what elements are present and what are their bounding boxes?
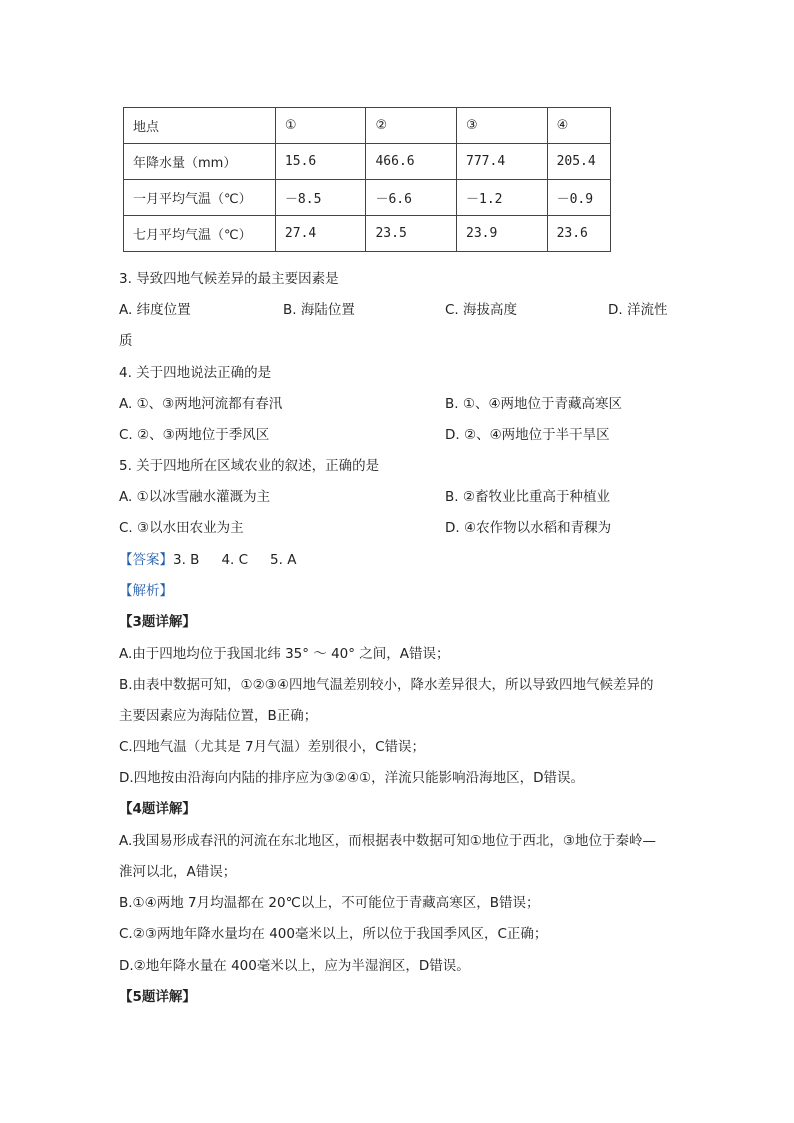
q5-option-a: A. ①以冰雪融水灌溉为主 <box>119 489 271 505</box>
q4-stem: 4. 关于四地说法正确的是 <box>119 365 272 381</box>
q4-detail-line: A.我国易形成春汛的河流在东北地区，而根据表中数据可知①地位于西北，③地位于秦岭— <box>119 833 656 849</box>
q4-option-d: D. ②、④两地位于半干旱区 <box>445 427 610 443</box>
climate-data-table <box>123 107 611 252</box>
table-cell: －0.9 <box>547 180 610 216</box>
table-cell: －1.2 <box>457 180 548 216</box>
q3-option-b: B. 海陆位置 <box>283 302 355 318</box>
table-cell: 23.6 <box>547 216 610 252</box>
q3-option-d: D. 洋流性 <box>608 302 668 318</box>
q4-detail-line: C.②③两地年降水量均在 400毫米以上，所以位于我国季风区，C正确； <box>119 926 548 942</box>
table-header-cell: ① <box>275 108 366 144</box>
q5-stem: 5. 关于四地所在区域农业的叙述，正确的是 <box>119 458 380 474</box>
table-row <box>124 144 611 180</box>
table-cell: 205.4 <box>547 144 610 180</box>
answer-item: 3. B <box>173 552 200 568</box>
q3-detail-line: 主要因素应为海陆位置，B正确； <box>119 708 318 724</box>
table-row <box>124 180 611 216</box>
q3-option-c: C. 海拔高度 <box>445 302 518 318</box>
table-cell: 27.4 <box>275 216 366 252</box>
answer-item: 4. C <box>221 552 249 568</box>
q3-detail-line: D.四地按由沿海向内陆的排序应为③②④①，洋流只能影响沿海地区，D错误。 <box>119 770 584 786</box>
q4-option-b: B. ①、④两地位于青藏高寒区 <box>445 396 623 412</box>
q5-option-c: C. ③以水田农业为主 <box>119 520 244 536</box>
answer-label: 【答案】 <box>119 552 173 568</box>
q4-detail-line: 淮河以北，A错误； <box>119 864 237 880</box>
table-cell: 23.5 <box>366 216 457 252</box>
q4-option-a: A. ①、③两地河流都有春汛 <box>119 396 283 412</box>
table-header-cell: ② <box>366 108 457 144</box>
table-cell: －8.5 <box>275 180 366 216</box>
q3-option-d-tail: 质 <box>119 333 133 349</box>
answer-line <box>119 551 318 569</box>
table-cell: 七月平均气温（℃） <box>124 216 276 252</box>
table-cell: 23.9 <box>457 216 548 252</box>
table-cell: 466.6 <box>366 144 457 180</box>
table-header-cell: 地点 <box>124 108 276 144</box>
q3-detail-title: 【3题详解】 <box>119 614 196 630</box>
q3-option-a: A. 纬度位置 <box>119 302 191 318</box>
q3-stem: 3. 导致四地气候差异的最主要因素是 <box>119 271 339 287</box>
q5-option-b: B. ②畜牧业比重高于种植业 <box>445 489 610 505</box>
table-cell: 777.4 <box>457 144 548 180</box>
q4-detail-line: D.②地年降水量在 400毫米以上，应为半湿润区，D错误。 <box>119 958 470 974</box>
q4-detail-title: 【4题详解】 <box>119 801 196 817</box>
q4-detail-line: B.①④两地 7月均温都在 20℃以上，不可能位于青藏高寒区，B错误； <box>119 895 540 911</box>
table-header-row <box>124 108 611 144</box>
q3-detail-line: C.四地气温（尤其是 7月气温）差别很小，C错误； <box>119 739 426 755</box>
table-cell: 一月平均气温（℃） <box>124 180 276 216</box>
analysis-label: 【解析】 <box>119 583 173 599</box>
table-cell: 年降水量（mm） <box>124 144 276 180</box>
table-row <box>124 216 611 252</box>
q5-option-d: D. ④农作物以水稻和青稞为 <box>445 520 612 536</box>
q3-detail-line: B.由表中数据可知，①②③④四地气温差别较小，降水差异很大，所以导致四地气候差异的 <box>119 677 654 693</box>
q5-detail-title: 【5题详解】 <box>119 989 196 1005</box>
q4-option-c: C. ②、③两地位于季风区 <box>119 427 270 443</box>
q3-detail-line: A.由于四地均位于我国北纬 35° ～ 40° 之间，A错误； <box>119 646 450 662</box>
table-cell: －6.6 <box>366 180 457 216</box>
table-header-cell: ③ <box>457 108 548 144</box>
table-header-cell: ④ <box>547 108 610 144</box>
answer-item: 5. A <box>270 552 297 568</box>
table-cell: 15.6 <box>275 144 366 180</box>
